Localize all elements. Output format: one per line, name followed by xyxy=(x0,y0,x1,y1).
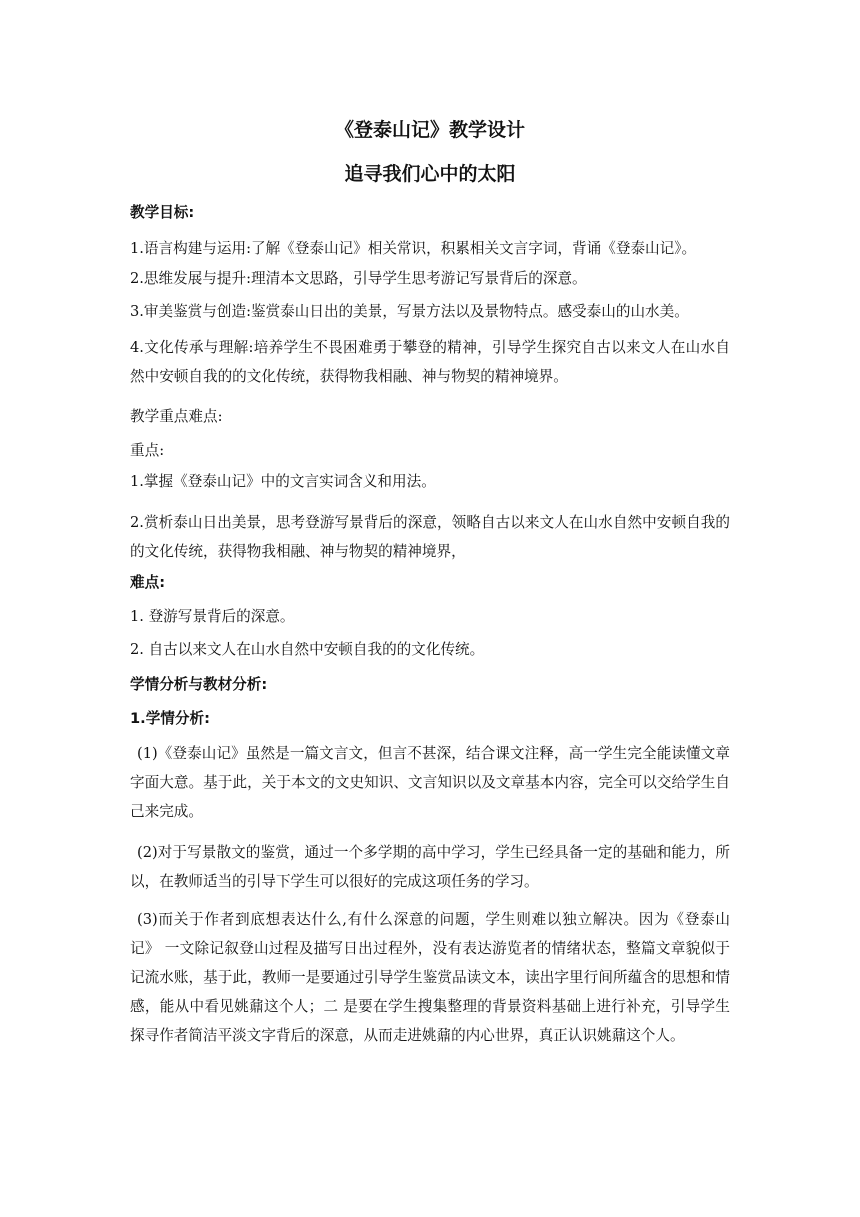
difficult-point-item: 2. 自古以来文人在山水自然中安顿自我的的文化传统。 xyxy=(130,641,485,658)
difficult-points-subheading: 难点: xyxy=(130,574,166,591)
objective-item: 2.思维发展与提升:理清本文思路，引导学生思考游记写景背后的深意。 xyxy=(130,270,587,287)
difficult-point-item: 1. 登游写景背后的深意。 xyxy=(130,608,295,625)
document-subtitle: 追寻我们心中的太阳 xyxy=(344,163,516,185)
objective-item: 4.文化传承与理解:培养学生不畏困难勇于攀登的精神，引导学生探究自古以来文人在山水自然中安顿自我的的文化传统，获得物我相融、神与物契的精神境界。 xyxy=(130,339,730,385)
key-difficult-heading: 教学重点难点: xyxy=(130,408,223,425)
analysis-paragraph: (1)《登泰山记》虽然是一篇文言文，但言不甚深，结合课文注释，高一学生完全能读懂文章字面大意。基于此，关于本文的文史知识、文言知识以及文章基本内容，完全可以交给学生自己来完成。 xyxy=(130,745,730,820)
key-point-item: 1.掌握《登泰山记》中的文言实词含义和用法。 xyxy=(130,473,436,490)
key-points-subheading: 重点: xyxy=(130,442,165,459)
objective-item: 3.审美鉴赏与创造:鉴赏泰山日出的美景，写景方法以及景物特点。感受泰山的山水美。 xyxy=(130,303,689,320)
objectives-heading: 教学目标: xyxy=(130,204,195,221)
analysis-paragraph: (3)而关于作者到底想表达什么,有什么深意的问题，学生则难以独立解决。因为《登泰山记》 一文除记叙登山过程及描写日出过程外，没有表达游览者的情绪状态，整篇文章貌似于记流水账，基于此，教师一是要通过引导学生鉴赏品读文本，读出字里行间所蕴含的思想和情感，能从中看见姚鼐这个人；二 是要在学生搜集整理的背景资料基础上进行补充，引导学生探寻作者简洁平淡文字背后的深意，从而走进姚鼐的内心世界，真正认识姚鼐这个人。 xyxy=(130,911,730,1044)
key-point-item: 2.赏析泰山日出美景，思考登游写景背后的深意，领略自古以来文人在山水自然中安顿自我的的文化传统，获得物我相融、神与物契的精神境界， xyxy=(130,514,730,560)
objective-item: 1.语言构建与运用:了解《登泰山记》相关常识，积累相关文言字词，背诵《登泰山记》。 xyxy=(130,240,697,257)
document-title: 《登泰山记》教学设计 xyxy=(334,119,525,141)
analysis-subheading: 1.学情分析: xyxy=(130,710,210,727)
analysis-paragraph: (2)对于写景散文的鉴赏，通过一个多学期的高中学习，学生已经具备一定的基础和能力，所以，在教师适当的引导下学生可以很好的完成这项任务的学习。 xyxy=(130,844,730,890)
analysis-heading: 学情分析与教材分析: xyxy=(130,676,268,693)
